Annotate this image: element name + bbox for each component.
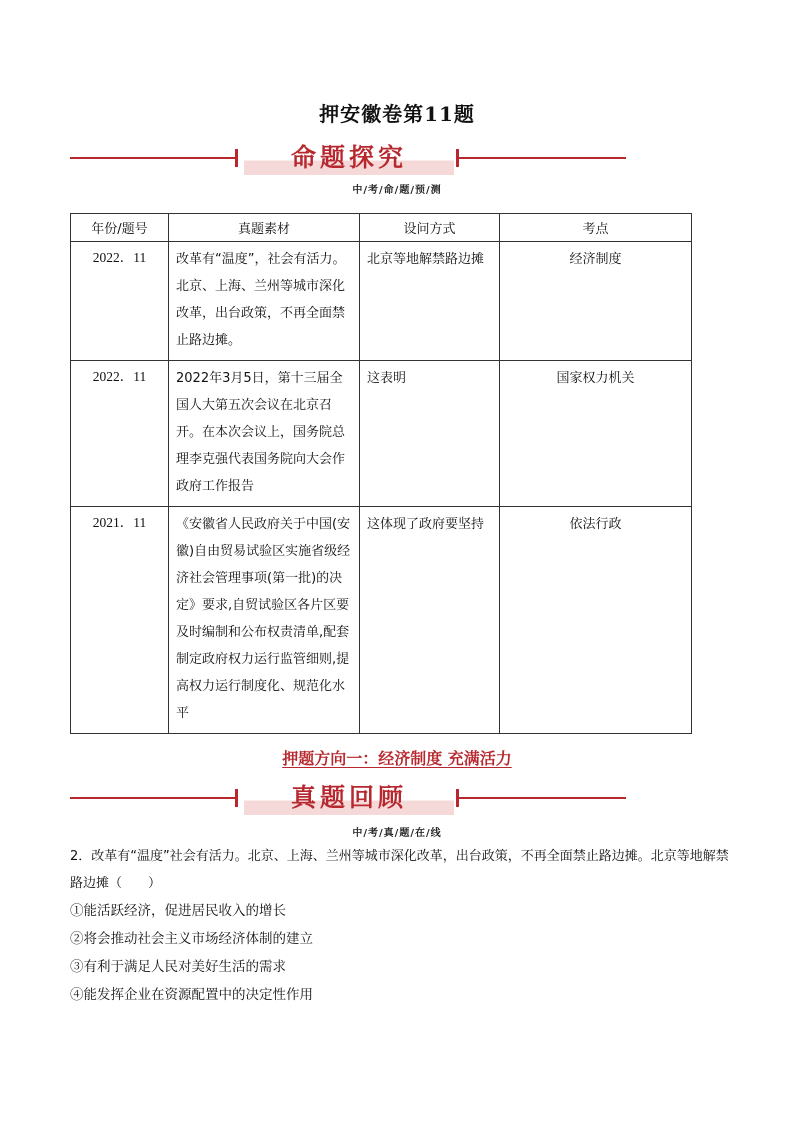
table-row xyxy=(71,361,692,507)
banner-tick-left xyxy=(235,149,238,167)
table-row xyxy=(71,242,692,361)
option-3: ③有利于满足人民对美好生活的需求 xyxy=(70,959,286,975)
exam-analysis-table xyxy=(70,213,692,734)
banner-title-box xyxy=(244,781,454,815)
cell-point: 依法行政 xyxy=(500,507,692,734)
header-point: 考点 xyxy=(500,214,692,242)
table-header-row xyxy=(71,214,692,242)
banner-title: 真题回顾 xyxy=(290,783,407,812)
header-material: 真题素材 xyxy=(169,214,360,242)
cell-year: 2021．11 xyxy=(71,507,169,734)
banner-line-left xyxy=(70,157,235,159)
cell-year: 2022．11 xyxy=(71,361,169,507)
cell-material: 改革有“温度”，社会有活力。北京、上海、兰州等城市深化改革，出台政策，不再全面禁止路边摊。 xyxy=(169,242,360,361)
banner-title-box xyxy=(244,141,454,175)
cell-question: 这表明 xyxy=(360,361,500,507)
banner-mingti-tanjiu xyxy=(70,141,626,175)
cell-point: 国家权力机关 xyxy=(500,361,692,507)
question-block xyxy=(70,843,730,1009)
banner-line-right xyxy=(459,797,626,799)
option-2: ②将会推动社会主义市场经济体制的建立 xyxy=(70,931,313,947)
header-year: 年份/题号 xyxy=(71,214,169,242)
cell-question: 这体现了政府要坚持 xyxy=(360,507,500,734)
cell-point: 经济制度 xyxy=(500,242,692,361)
banner-subtitle: 中/考/真/题/在/线 xyxy=(352,828,442,839)
section-heading: 押题方向一：经济制度 充满活力 xyxy=(282,749,512,768)
banner-line-left xyxy=(70,797,235,799)
option-1: ①能活跃经济，促进居民收入的增长 xyxy=(70,903,286,919)
cell-material: 《安徽省人民政府关于中国(安徽)自由贸易试验区实施省级经济社会管理事项(第一批)的决定》要求,自贸试验区各片区要及时编制和公布权责清单,配套制定政府权力运行监管细则,提高权力运行制度化、规范化水平 xyxy=(169,507,360,734)
cell-question: 北京等地解禁路边摊 xyxy=(360,242,500,361)
cell-material: 2022年3月5日，第十三届全国人大第五次会议在北京召开。在本次会议上，国务院总理李克强代表国务院向大会作政府工作报告 xyxy=(169,361,360,507)
table-row xyxy=(71,507,692,734)
page-title: 押安徽卷第11题 xyxy=(319,102,475,126)
cell-year: 2022．11 xyxy=(71,242,169,361)
header-question: 设问方式 xyxy=(360,214,500,242)
banner-title: 命题探究 xyxy=(290,143,407,172)
banner-subtitle: 中/考/命/题/预/测 xyxy=(352,185,442,196)
question-stem: 2．改革有“温度”社会有活力。北京、上海、兰州等城市深化改革，出台政策，不再全面禁止路边摊。北京等地解禁路边摊（ ） xyxy=(70,849,729,891)
banner-tick-left xyxy=(235,789,238,807)
option-4: ④能发挥企业在资源配置中的决定性作用 xyxy=(70,987,313,1003)
banner-line-right xyxy=(459,157,626,159)
banner-zhenti-huigu xyxy=(70,781,626,815)
